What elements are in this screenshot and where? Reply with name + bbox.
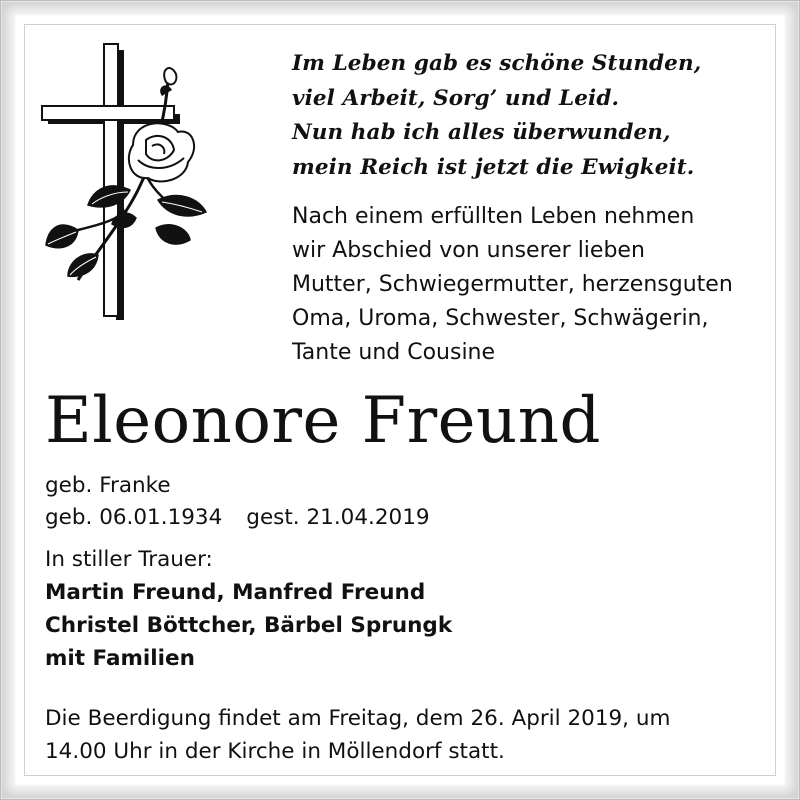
poem-line: mein Reich ist jetzt die Ewigkeit. [292, 154, 695, 180]
intro-line: Oma, Uroma, Schwester, Schwägerin, [292, 306, 709, 331]
death-date: gest. 21.04.2019 [246, 505, 430, 530]
poem [292, 47, 772, 185]
intro-line: Mutter, Schwiegermutter, herzensguten [292, 272, 733, 297]
deceased-name: Eleonore Freund [45, 384, 601, 458]
funeral-line: 14.00 Uhr in der Kirche in Möllendorf statt. [45, 739, 505, 764]
intro-text [292, 200, 782, 370]
mourners-heading: In stiller Trauer: [45, 547, 213, 572]
intro-line: wir Abschied von unserer lieben [292, 238, 645, 263]
mourner-line: mit Familien [45, 646, 195, 671]
cross-with-rose-icon [38, 40, 218, 320]
poem-line: viel Arbeit, Sorg’ und Leid. [292, 85, 620, 111]
life-dates [45, 470, 430, 534]
funeral-info [45, 702, 670, 768]
birth-date: geb. 06.01.1934 [45, 505, 223, 530]
poem-line: Nun hab ich alles überwunden, [292, 120, 671, 145]
poem-line: Im Leben gab es schöne Stunden, [292, 51, 702, 76]
funeral-line: Die Beerdigung findet am Freitag, dem 26. April 2019, um [45, 706, 671, 731]
maiden-name: geb. Franke [45, 473, 171, 498]
intro-line: Tante und Cousine [292, 340, 496, 365]
mourners-block [45, 543, 452, 675]
mourner-line: Christel Böttcher, Bärbel Sprungk [45, 613, 453, 638]
mourner-line: Martin Freund, Manfred Freund [45, 580, 426, 605]
intro-line: Nach einem erfüllten Leben nehmen [292, 204, 695, 229]
